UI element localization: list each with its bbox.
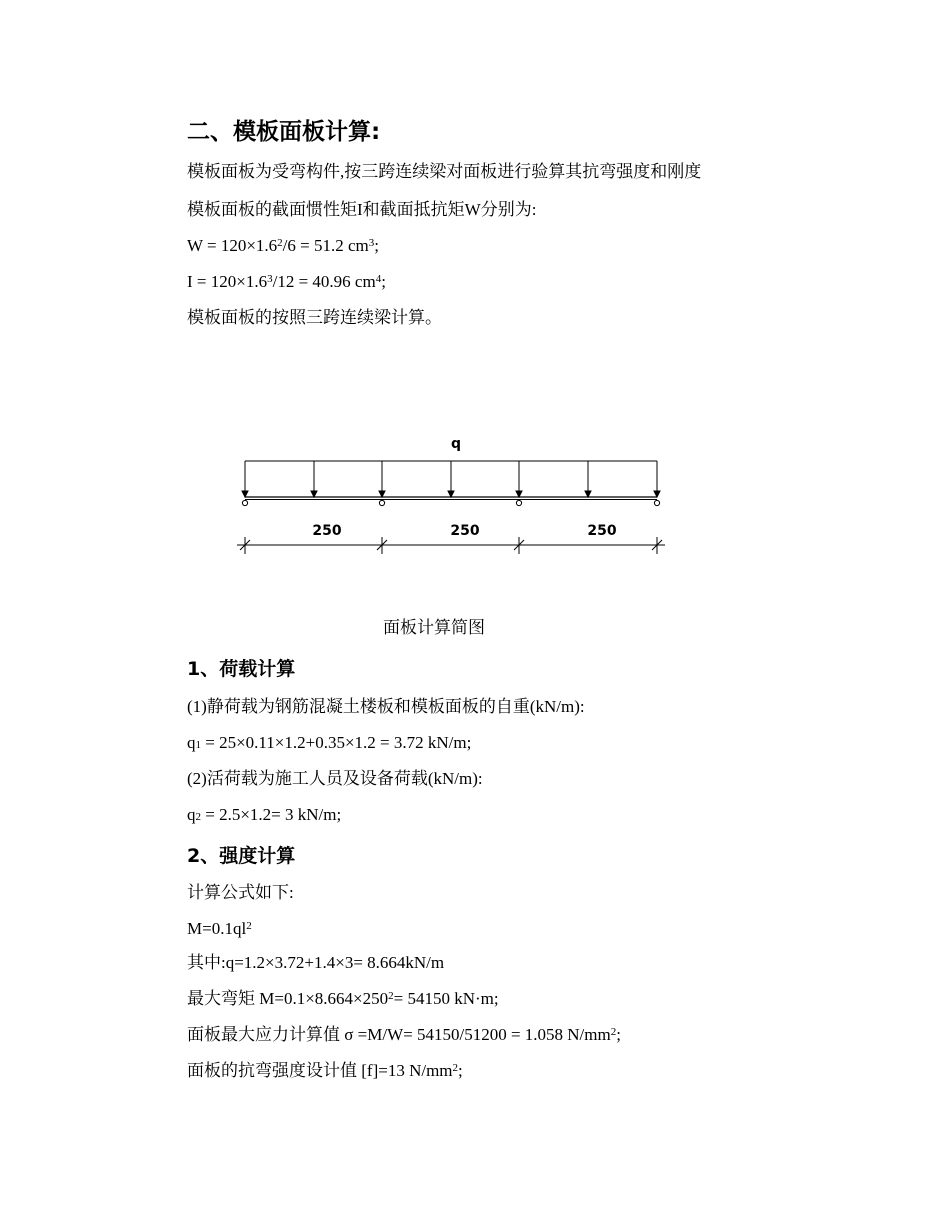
dead-load-desc: (1)静荷载为钢筋混凝土楼板和模板面板的自重(kN/m): (187, 697, 585, 716)
formula-w: $W = 120\times 1.6^2/6 = 51.2$ $cm^3$; (187, 236, 379, 255)
load-label: q (450, 436, 462, 452)
beam-diagram (225, 425, 675, 560)
q1-formula: $q_1 = 25\times 0.11\times 1.2+0.35\times 1.2 = 3.72$ kN/m; (187, 733, 472, 752)
span-label-3: 250 (587, 523, 617, 539)
span-label-2: 250 (450, 523, 480, 539)
load-title: 1、荷载计算 (187, 658, 296, 680)
formula-i: $I = 120\times 1.6^3/12 = 40.96$ $cm^4$; (187, 272, 386, 291)
live-load-desc: (2)活荷载为施工人员及设备荷载(kN/m): (187, 769, 483, 788)
intro-line-1: 模板面板为受弯构件,按三跨连续梁对面板进行验算其抗弯强度和刚度 (187, 162, 702, 181)
section-title: 二、模板面板计算: (187, 119, 381, 145)
span-label-1: 250 (312, 523, 342, 539)
max-moment: 最大弯矩 $M=0.1\times 8.664\times 250^2= 54150$ kN·m; (187, 989, 499, 1008)
supports (242, 500, 659, 505)
design-strength: 面板的抗弯强度设计值 [f]=13 $N/mm^2$; (187, 1061, 463, 1080)
q2-formula: $q_2 = 2.5\times 1.2= 3$ kN/m; (187, 805, 342, 824)
intro-line-5: 模板面板的按照三跨连续梁计算。 (187, 308, 442, 327)
diagram-caption: 面板计算简图 (383, 618, 485, 637)
intro-line-2: 模板面板的截面惯性矩I和截面抵抗矩W分别为: (187, 200, 537, 219)
moment-formula: $M=0.1ql^2$ (187, 919, 252, 938)
strength-title: 2、强度计算 (187, 845, 296, 867)
dimension-line (237, 537, 665, 554)
max-stress: 面板最大应力计算值 σ =M/W= 54150/51200 = 1.058 $N/mm^2$; (187, 1025, 621, 1044)
q-combined: 其中:q=1.2×3.72+1.4×3= 8.664kN/m (187, 953, 445, 972)
load-arrows (242, 461, 660, 497)
formula-label: 计算公式如下: (187, 883, 294, 902)
